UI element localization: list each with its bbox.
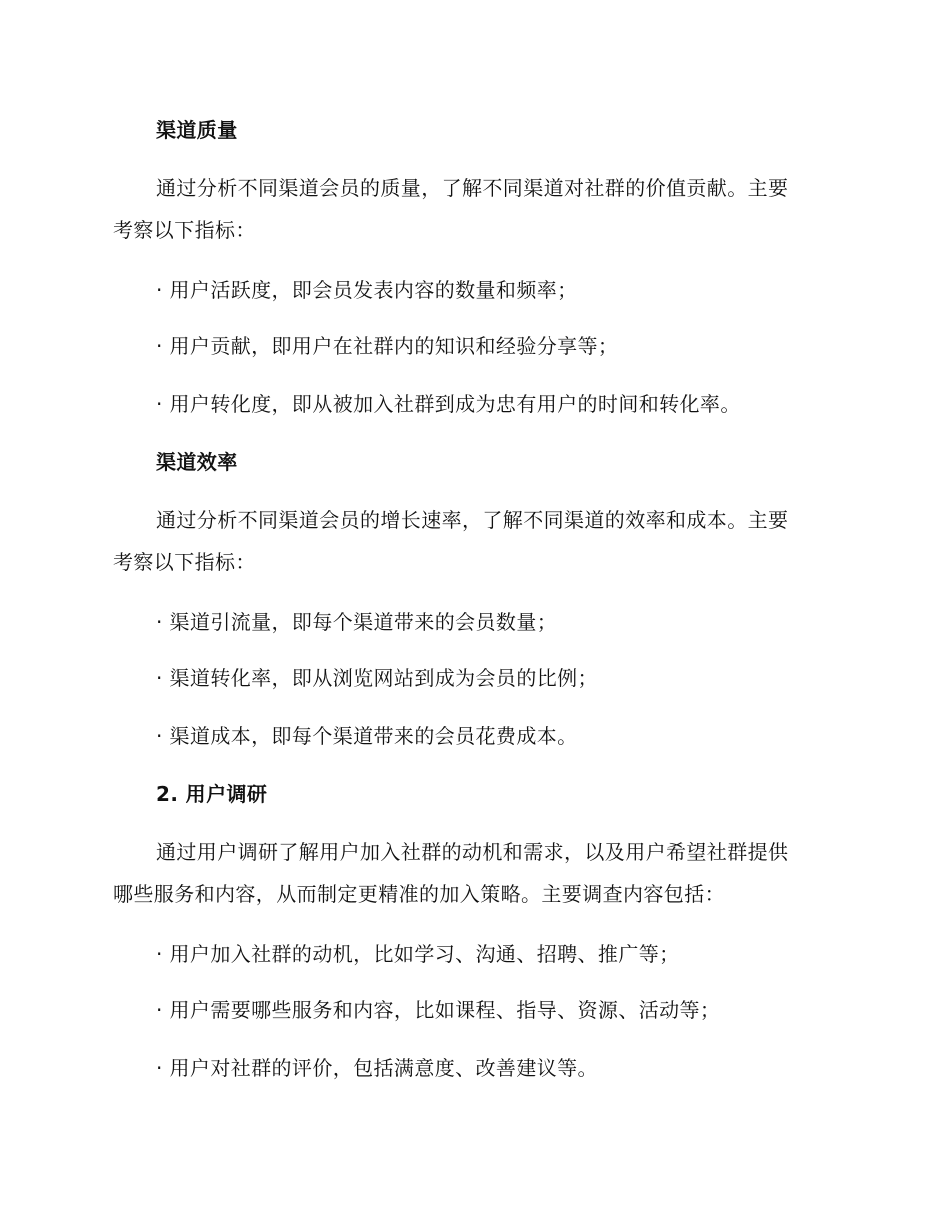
bullet-item: · 渠道转化率，即从浏览网站到成为会员的比例； xyxy=(156,666,598,690)
bullet-item: · 用户转化度，即从被加入社群到成为忠有用户的时间和转化率。 xyxy=(156,392,741,416)
paragraph-line: 通过分析不同渠道会员的质量，了解不同渠道对社群的价值贡献。主要 xyxy=(156,176,789,200)
section-heading-channel-efficiency: 渠道效率 xyxy=(156,450,238,474)
paragraph-line: 通过分析不同渠道会员的增长速率，了解不同渠道的效率和成本。主要 xyxy=(156,508,789,532)
bullet-item: · 用户对社群的评价，包括满意度、改善建议等。 xyxy=(156,1056,598,1080)
bullet-item: · 渠道成本，即每个渠道带来的会员花费成本。 xyxy=(156,724,578,748)
paragraph-line: 通过用户调研了解用户加入社群的动机和需求，以及用户希望社群提供 xyxy=(156,840,789,864)
bullet-item: · 用户贡献，即用户在社群内的知识和经验分享等； xyxy=(156,334,619,358)
bullet-item: · 用户需要哪些服务和内容，比如课程、指导、资源、活动等； xyxy=(156,998,721,1022)
paragraph-line: 考察以下指标： xyxy=(113,550,256,574)
bullet-item: · 用户活跃度，即会员发表内容的数量和频率； xyxy=(156,278,578,302)
section-heading-user-research: 2. 用户调研 xyxy=(156,782,268,806)
bullet-item: · 渠道引流量，即每个渠道带来的会员数量； xyxy=(156,610,558,634)
section-heading-channel-quality: 渠道质量 xyxy=(156,118,238,142)
paragraph-line: 哪些服务和内容，从而制定更精准的加入策略。主要调查内容包括： xyxy=(113,882,725,906)
bullet-item: · 用户加入社群的动机，比如学习、沟通、招聘、推广等； xyxy=(156,942,680,966)
paragraph-line: 考察以下指标： xyxy=(113,218,256,242)
